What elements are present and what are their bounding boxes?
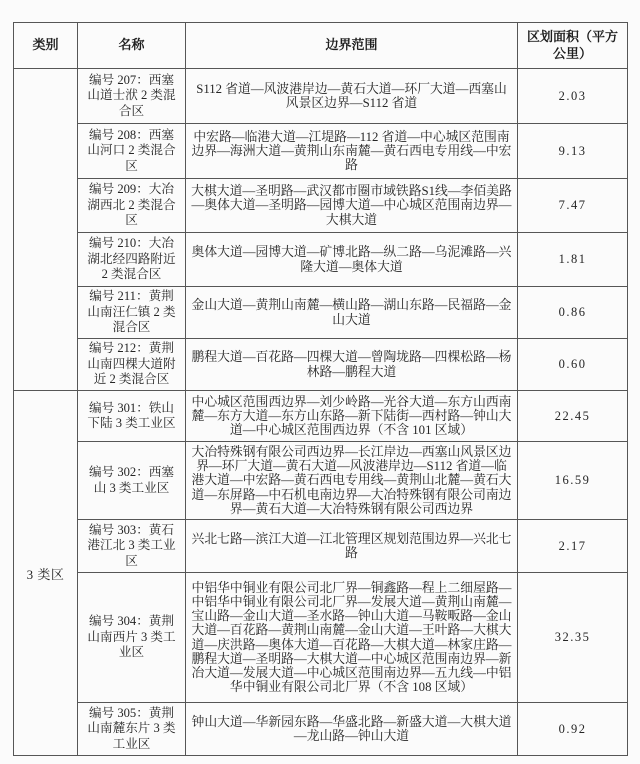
zone-name-cell: 编号 301：铁山下陆 3 类工业区: [78, 391, 186, 442]
table-row: [14, 124, 628, 179]
zoning-table: [13, 22, 628, 756]
table-row: [14, 442, 628, 520]
boundary-cell: 大冶特殊钢有限公司西边界—长江岸边—西塞山风景区边界—环厂大道—黄石大道—风波港岸边—S112 省道—临港大道—中宏路—黄石西电专用线—黄荆山北麓—黄石大道—东屏路—中石机电南边界—大冶特殊钢有限公司南边界—黄石大道—大冶特殊钢有限公司西边界: [186, 442, 518, 520]
category-cell: [14, 69, 78, 391]
boundary-cell: 奥体大道—园博大道—矿博北路—纵二路—乌泥滩路—兴隆大道—奥体大道: [186, 233, 518, 287]
area-cell: 22.45: [518, 391, 628, 442]
zone-name-cell: 编号 304：黄荆山南西片 3 类工业区: [78, 573, 186, 703]
area-cell: 0.86: [518, 287, 628, 339]
area-cell: 0.60: [518, 339, 628, 391]
boundary-cell: 中宏路—临港大道—江堤路—112 省道—中心城区范围南边界—海洲大道—黄荆山东南麓—黄石西电专用线—中宏路: [186, 124, 518, 179]
boundary-cell: 大棋大道—圣明路—武汉都市圈市域铁路S1线—李佰美路—奥体大道—圣明路—园博大道—中心城区范围南边界—大棋大道: [186, 179, 518, 233]
category-cell: 3 类区: [14, 391, 78, 756]
boundary-cell: 鹏程大道—百花路—四棵大道—曾陶垅路—四棵松路—杨林路—鹏程大道: [186, 339, 518, 391]
area-cell: 16.59: [518, 442, 628, 520]
zone-name-cell: 编号 302：西塞山 3 类工业区: [78, 442, 186, 520]
zone-name-cell: 编号 210：大冶湖北经四路附近 2 类混合区: [78, 233, 186, 287]
table-row: [14, 703, 628, 756]
boundary-cell: 兴北七路—滨江大道—江北管理区规划范围边界—兴北七路: [186, 520, 518, 573]
zone-name-cell: 编号 207：西塞山道士洑 2 类混合区: [78, 69, 186, 124]
area-cell: 2.03: [518, 69, 628, 124]
boundary-cell: 钟山大道—华新园东路—华盛北路—新盛大道—大棋大道—龙山路—钟山大道: [186, 703, 518, 756]
table-row: [14, 391, 628, 442]
area-cell: 2.17: [518, 520, 628, 573]
area-cell: 1.81: [518, 233, 628, 287]
table-row: [14, 573, 628, 703]
zone-name-cell: 编号 211：黄荆山南汪仁镇 2 类混合区: [78, 287, 186, 339]
table-row: [14, 179, 628, 233]
area-cell: 32.35: [518, 573, 628, 703]
area-cell: 7.47: [518, 179, 628, 233]
table-row: [14, 287, 628, 339]
area-cell: 9.13: [518, 124, 628, 179]
table-row: [14, 233, 628, 287]
boundary-cell: S112 省道—风波港岸边—黄石大道—环厂大道—西塞山风景区边界—S112 省道: [186, 69, 518, 124]
table-row: [14, 69, 628, 124]
table-row: [14, 339, 628, 391]
area-cell: 0.92: [518, 703, 628, 756]
col-header-name: 名称: [78, 23, 186, 69]
col-header-boundary: 边界范围: [186, 23, 518, 69]
zone-name-cell: 编号 209：大冶湖西北 2 类混合区: [78, 179, 186, 233]
zone-name-cell: 编号 212：黄荆山南四棵大道附近 2 类混合区: [78, 339, 186, 391]
header-row: [14, 23, 628, 69]
col-header-category: 类别: [14, 23, 78, 69]
boundary-cell: 中铝华中铜业有限公司北厂界—铜鑫路—程上二细屋路—中铝华中铜业有限公司北厂界—发展大道—黄荆山南麓—宝山路—金山大道—圣水路—钟山大道—马鞍畈路—金山大道—百花路—黄荆山南麓—金山大道—王叶路—大棋大道—庆洪路—奥体大道—百花路—大棋大道—林家庄路—鹏程大道—圣明路—大棋大道—中心城区范围南边界—新冶大道—发展大道—中心城区范围南边界—五九线—中铝华中铜业有限公司北厂界（不含 108 区域）: [186, 573, 518, 703]
table-row: [14, 520, 628, 573]
zone-name-cell: 编号 303：黄石港江北 3 类工业区: [78, 520, 186, 573]
boundary-cell: 金山大道—黄荆山南麓—横山路—湖山东路—民福路—金山大道: [186, 287, 518, 339]
zone-name-cell: 编号 208：西塞山河口 2 类混合区: [78, 124, 186, 179]
boundary-cell: 中心城区范围西边界—刘少岭路—光谷大道—东方山西南麓—东方大道—东方山东路—新下陆街—西村路—钟山大道—中心城区范围西边界（不含 101 区域）: [186, 391, 518, 442]
zone-name-cell: 编号 305：黄荆山南麓东片 3 类工业区: [78, 703, 186, 756]
col-header-area: 区划面积（平方公里）: [518, 23, 628, 69]
